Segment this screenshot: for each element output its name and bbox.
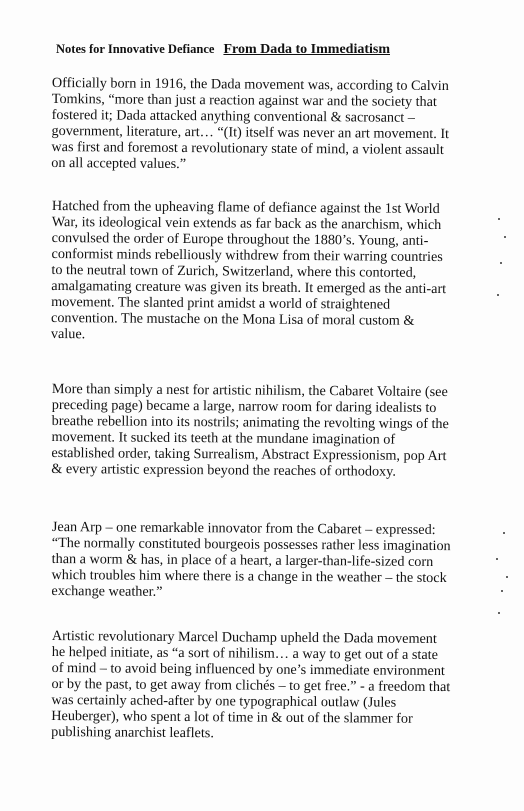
notes-label: Notes for Innovative Defiance xyxy=(56,42,215,56)
scan-speck xyxy=(500,262,502,264)
scan-speck xyxy=(504,236,506,238)
page-header xyxy=(56,40,506,58)
scan-specks xyxy=(494,0,524,811)
paragraph-cabaret-voltaire: More than simply a nest for artistic nihilism, the Cabaret Voltaire (see preceding page) became a large, narrow room for daring idealists to breathe rebellion into its nostrils; animating the revolting wings of the movement. It sucked its teeth at the mundane imagination of established order, taking Surrealism, Abstract Expressionism, pop Art & every artistic expression beyond the reaches of orthodoxy. xyxy=(51,381,449,480)
scan-speck xyxy=(501,590,503,592)
paragraph-marcel-duchamp: Artistic revolutionary Marcel Duchamp upheld the Dada movement he helped initiate, as “a sort of nihilism… a way to get out of a state of mind – to avoid being influenced by one’s immediate environment or by the past, to get away from clichés – to get free.” - a freedom that was certainly ached-after by one typographical outlaw (Jules Heuberger), who spent a lot of time in & out of the slammer for publishing anarchist leaflets. xyxy=(51,628,451,742)
scan-speck xyxy=(503,532,505,534)
scan-speck xyxy=(497,294,499,296)
scan-speck xyxy=(506,576,508,578)
paragraph-jean-arp-quote: Jean Arp – one remarkable innovator from the Cabaret – expressed: “The normally constituted bourgeois possesses rather less imagination than a worm & has, in place of a heart, a larger-than-life-sized corn which troubles him where there is a change in the weather – the stock exchange weather.” xyxy=(51,519,451,600)
page-title: From Dada to Immediatism xyxy=(223,42,390,57)
scan-speck xyxy=(498,612,500,614)
scan-speck xyxy=(498,218,500,220)
paragraph-zurich-anti-art: Hatched from the upheaving flame of defiance against the 1st World War, its ideological vein extends as far back as the anarchism, which convulsed the order of Europe throughout the 1880’s. Young, anti-conformist minds rebelliously withdrew from their warring countries to the neutral town of Zurich, Switzerland, where this contorted, amalgamating creature was given its breath. It emerged as the anti-art movement. The slanted print amidst a world of straightened convention. The mustache on the Mona Lisa of moral custom & value. xyxy=(50,198,447,343)
scan-speck xyxy=(496,558,498,560)
paragraph-dada-origins: Officially born in 1916, the Dada movement was, according to Calvin Tomkins, “more than just a reaction against war and the society that fostered it; Dada attacked anything conventional & sacrosanct – government, literature, art… “(It) itself was never an art movement. It was first and foremost a revolutionary state of mind, a violent assault on all accepted values.” xyxy=(51,75,450,173)
